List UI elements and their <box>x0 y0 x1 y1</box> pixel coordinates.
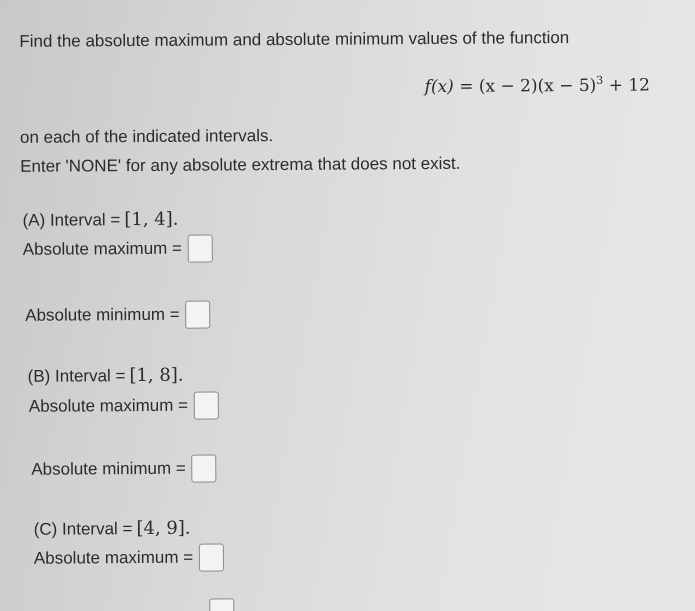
function-formula <box>425 75 650 97</box>
part-a-max-input[interactable] <box>188 235 213 263</box>
part-a-min-row <box>25 301 211 330</box>
function-rhs-main: (x − 2)(x − 5) <box>478 75 597 97</box>
part-b-min-row <box>31 454 217 483</box>
function-rhs-tail: + 12 <box>603 75 651 96</box>
part-c-max-row <box>34 543 224 572</box>
part-b-interval-value: [1, 8]. <box>129 364 184 387</box>
part-a-min-label: Absolute minimum = <box>25 304 180 325</box>
part-b-min-label: Absolute minimum = <box>31 458 186 479</box>
part-b-min-input[interactable] <box>192 454 217 482</box>
part-b-interval-label: (B) Interval = <box>27 366 126 386</box>
part-c-max-input[interactable] <box>199 543 224 571</box>
part-b-max-row <box>29 391 219 420</box>
part-b-interval <box>28 365 184 387</box>
question-prompt: Find the absolute maximum and absolute minimum values of the function <box>19 28 570 51</box>
instruction-intervals: on each of the indicated intervals. <box>19 126 274 147</box>
part-c-interval <box>34 518 191 540</box>
part-a-interval-value: [1, 4]. <box>124 208 179 231</box>
part-c-min-input-partial[interactable] <box>209 598 234 611</box>
part-c-interval-label: (C) Interval = <box>33 519 133 539</box>
part-c-interval-value: [4, 9]. <box>136 517 191 540</box>
part-a-max-row <box>23 235 213 264</box>
part-b-max-label: Absolute maximum = <box>28 395 189 416</box>
part-a-min-input[interactable] <box>186 301 211 329</box>
part-a-max-label: Absolute maximum = <box>22 238 183 259</box>
instruction-none: Enter 'NONE' for any absolute extrema that does not exist. <box>20 153 461 176</box>
function-lhs: f(x) = <box>424 76 474 98</box>
part-b-max-input[interactable] <box>194 391 219 419</box>
part-c-max-label: Absolute maximum = <box>33 547 194 568</box>
function-exponent: 3 <box>596 73 604 87</box>
part-a-interval <box>22 209 178 231</box>
part-a-interval-label: (A) Interval = <box>22 210 121 230</box>
